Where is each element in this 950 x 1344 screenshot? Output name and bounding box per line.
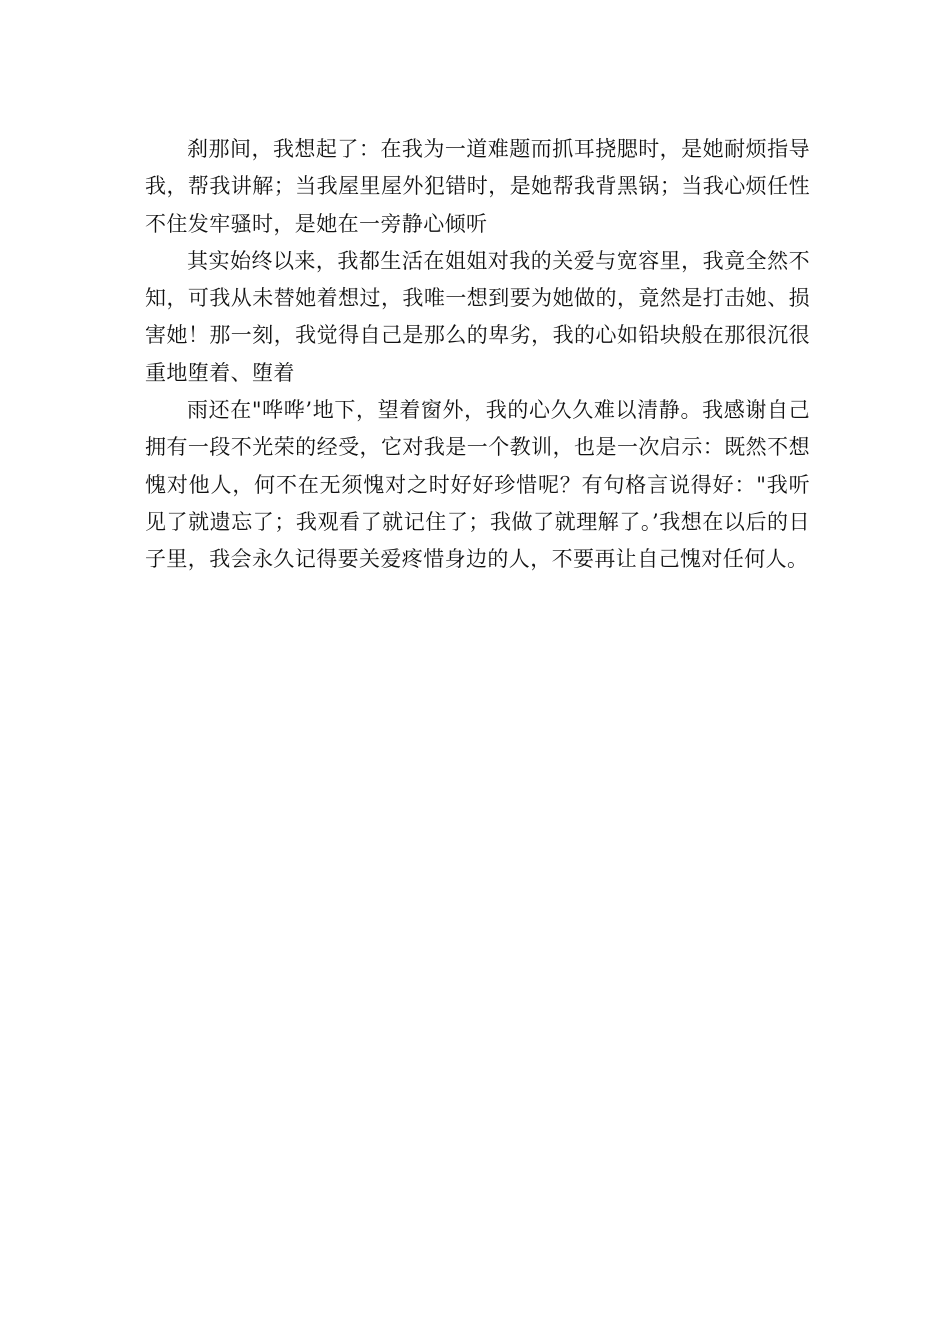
document-body: [145, 131, 810, 579]
paragraph-1: 刹那间，我想起了：在我为一道难题而抓耳挠腮时，是她耐烦指导我，帮我讲解；当我屋里屋外犯错时，是她帮我背黑锅；当我心烦任性不住发牢骚时，是她在一旁静心倾听: [145, 137, 810, 236]
paragraph-3: 雨还在"哗哗’地下，望着窗外，我的心久久难以清静。我感谢自己拥有一段不光荣的经受，它对我是一个教训，也是一次启示：既然不想愧对他人，何不在无须愧对之时好好珍惜呢？有句格言说得好："我听见了就遗忘了；我观看了就记住了；我做了就理解了。’我想在以后的日子里，我会永久记得要关爱疼惜身边的人，不要再让自己愧对任何人。: [145, 398, 810, 572]
paragraph-2: 其实始终以来，我都生活在姐姐对我的关爱与宽容里，我竟全然不知，可我从未替她着想过，我唯一想到要为她做的，竟然是打击她、损害她！那一刻，我觉得自己是那么的卑劣，我的心如铅块般在那很沉很重地堕着、堕着: [145, 248, 810, 385]
